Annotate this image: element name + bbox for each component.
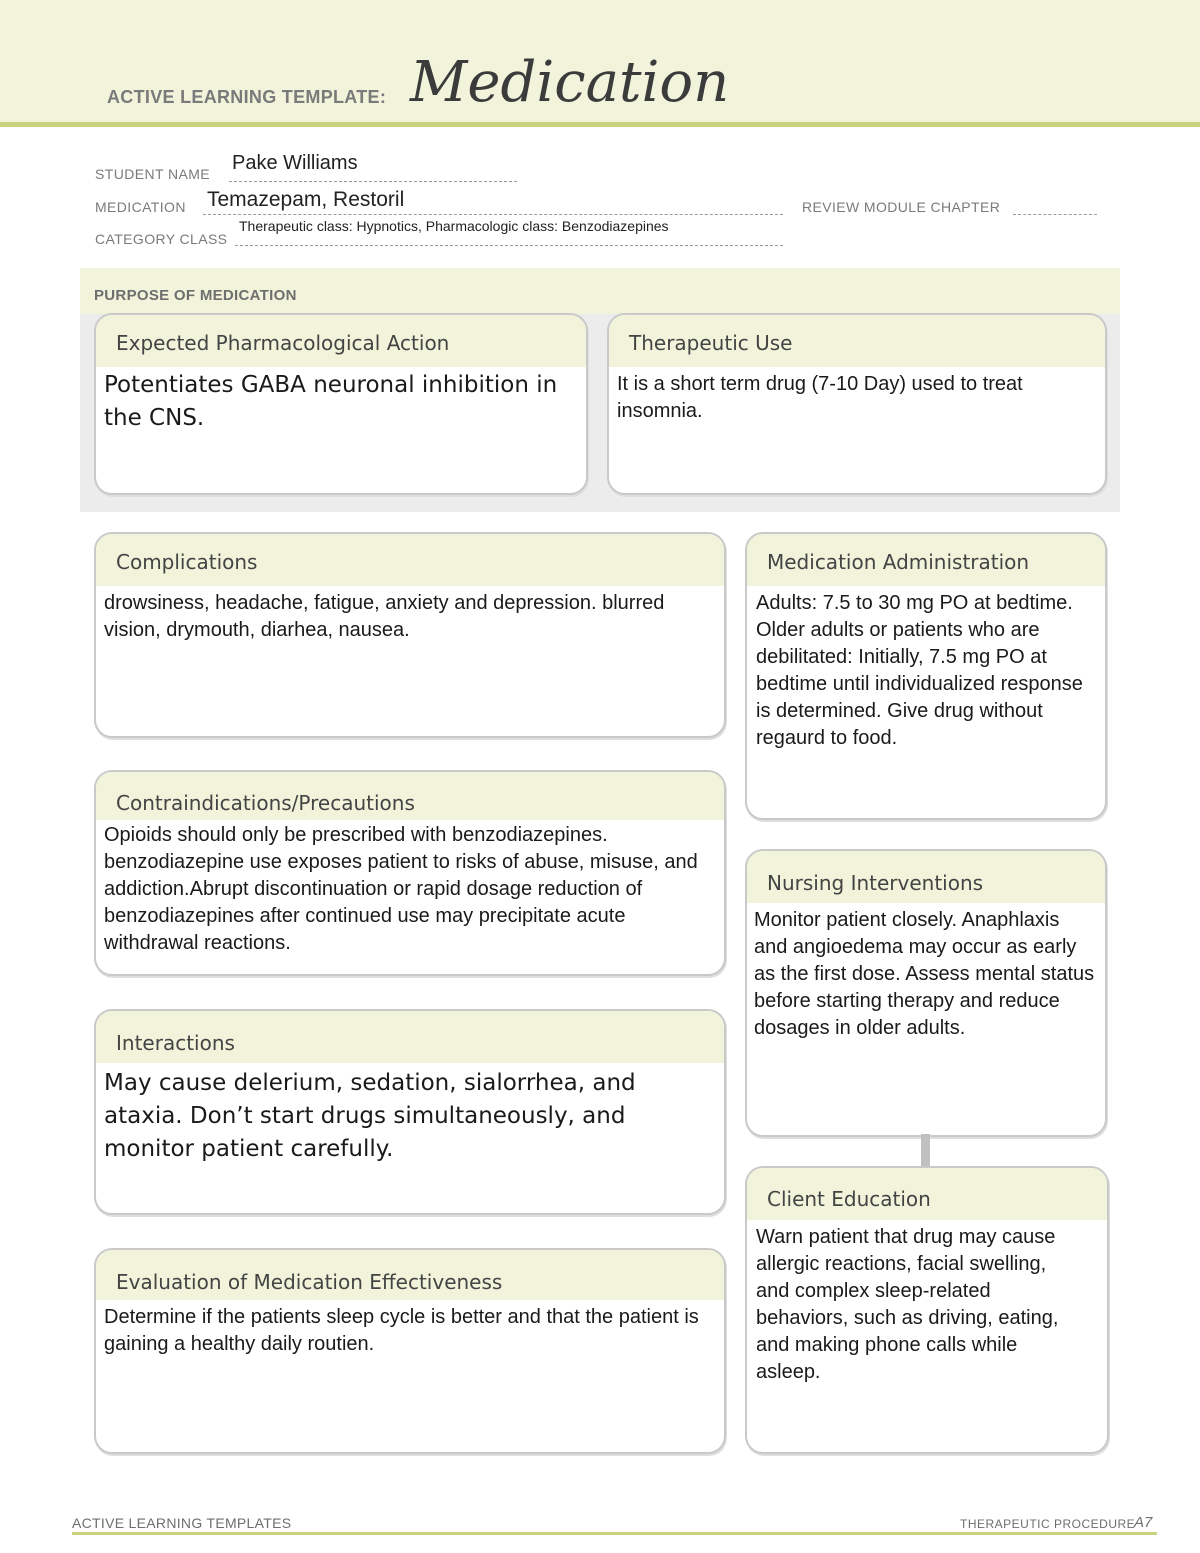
footer-left: ACTIVE LEARNING TEMPLATES	[72, 1515, 292, 1531]
card-header	[96, 1011, 724, 1063]
purpose-title: PURPOSE OF MEDICATION	[94, 287, 297, 304]
student-name-label: STUDENT NAME	[95, 166, 210, 182]
review-module-label: REVIEW MODULE CHAPTER	[802, 199, 1001, 215]
card-header	[96, 772, 724, 820]
evaluation-card	[94, 1248, 726, 1454]
medication-line	[203, 214, 783, 215]
client-education-card	[745, 1166, 1109, 1454]
contraindications-body[interactable]: Opioids should only be prescribed with benzodiazepines. benzodiazepine use exposes patient to risks of abuse, misuse, and addiction.Abrupt discontinuation or rapid dosage reduction of benzodiazepines after continued use may precipitate acute withdrawal reactions.	[104, 824, 698, 954]
interactions-title: Interactions	[116, 1031, 235, 1055]
card-header	[96, 1250, 724, 1300]
card-header	[609, 315, 1105, 367]
category-class-value[interactable]: Therapeutic class: Hypnotics, Pharmacologic class: Benzodiazepines	[239, 218, 669, 234]
template-label: ACTIVE LEARNING TEMPLATE:	[107, 87, 387, 107]
medication-administration-body[interactable]: Adults: 7.5 to 30 mg PO at bedtime. Older adults or patients who are debilitated: Initially, 7.5 mg PO at bedtime until individualized response is determined. Give drug without regaurd to food.	[756, 592, 1083, 749]
therapeutic-use-card	[607, 313, 1107, 495]
category-class-label: CATEGORY CLASS	[95, 231, 228, 247]
medication-administration-title: Medication Administration	[767, 550, 1030, 574]
expected-action-title: Expected Pharmacological Action	[116, 331, 450, 355]
contraindications-card	[94, 770, 726, 976]
expected-action-card	[94, 313, 588, 495]
card-header	[747, 851, 1105, 903]
client-education-title: Client Education	[767, 1187, 931, 1211]
evaluation-body[interactable]: Determine if the patients sleep cycle is better and that the patient is gaining a healthy daily routien.	[104, 1306, 699, 1355]
evaluation-title: Evaluation of Medication Effectiveness	[116, 1270, 503, 1294]
card-header	[747, 1168, 1107, 1220]
therapeutic-use-body[interactable]: It is a short term drug (7-10 Day) used to treat insomnia.	[617, 373, 1023, 422]
therapeutic-use-title: Therapeutic Use	[629, 331, 793, 355]
review-module-line[interactable]	[1013, 214, 1097, 215]
complications-title: Complications	[116, 550, 258, 574]
interactions-card	[94, 1009, 726, 1215]
footer-page-number: A7	[1134, 1514, 1153, 1531]
card-header	[96, 534, 724, 586]
student-name-line	[229, 181, 517, 182]
header-divider	[0, 122, 1200, 127]
footer-divider	[72, 1532, 1157, 1535]
medication-label: MEDICATION	[95, 199, 186, 215]
page-title: Medication	[410, 50, 730, 115]
complications-card	[94, 532, 726, 738]
medication-administration-card	[745, 532, 1107, 820]
medication-value[interactable]: Temazepam, Restoril	[207, 188, 405, 211]
complications-body[interactable]: drowsiness, headache, fatigue, anxiety and depression. blurred vision, drymouth, diarhea, nausea.	[104, 592, 665, 641]
card-connector	[921, 1134, 930, 1166]
footer-right: THERAPEUTIC PROCEDURE	[960, 1517, 1136, 1531]
nursing-interventions-body[interactable]: Monitor patient closely. Anaphlaxis and angioedema may occur as early as the first dose. Assess mental status before starting therapy and reduce dosages in older adults.	[754, 909, 1095, 1039]
nursing-interventions-card	[745, 849, 1107, 1137]
expected-action-body[interactable]: Potentiates GABA neuronal inhibition in the CNS.	[104, 372, 558, 431]
nursing-interventions-title: Nursing Interventions	[767, 871, 984, 895]
card-header	[747, 534, 1105, 586]
card-header	[96, 315, 586, 367]
interactions-body[interactable]: May cause delerium, sedation, sialorrhea, and ataxia. Don’t start drugs simultaneously, and monitor patient carefully.	[104, 1070, 636, 1162]
contraindications-title: Contraindications/Precautions	[116, 791, 415, 815]
category-class-line	[235, 245, 783, 246]
student-name-value[interactable]: Pake Williams	[232, 152, 358, 174]
client-education-body[interactable]: Warn patient that drug may cause allergic reactions, facial swelling, and complex sleep-related behaviors, such as driving, eating, and making phone calls while asleep.	[756, 1226, 1059, 1383]
